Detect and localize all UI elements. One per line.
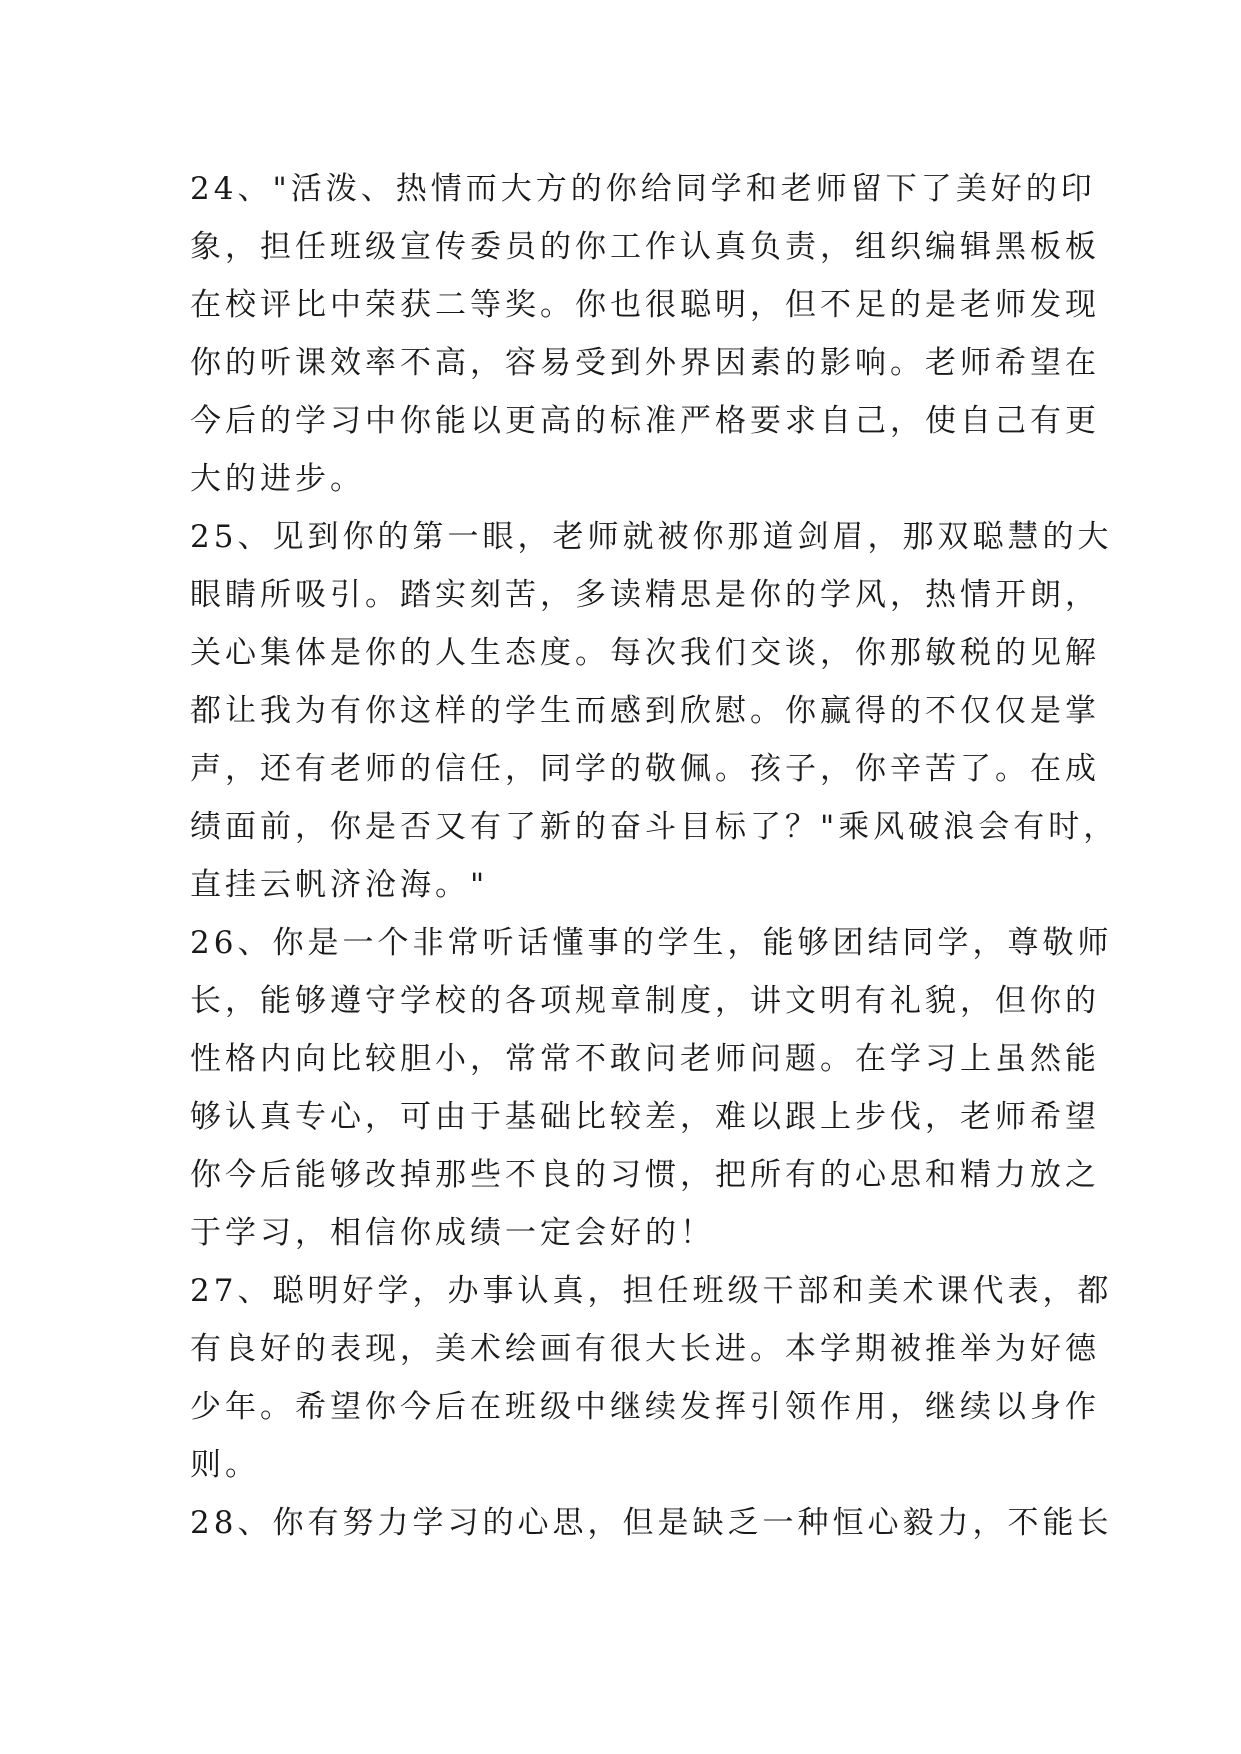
text-line: 性格内向比较胆小，常常不敢问老师问题。在学习上虽然能	[190, 1041, 1100, 1077]
text-line: 于学习，相信你成绩一定会好的！	[190, 1215, 715, 1251]
text-line: 都让我为有你这样的学生而感到欣慰。你赢得的不仅仅是掌	[190, 693, 1100, 729]
text-line: 长，能够遵守学校的各项规章制度，讲文明有礼貌，但你的	[190, 983, 1100, 1019]
text-line: 大的进步。	[190, 461, 365, 497]
text-line: 则。	[190, 1447, 260, 1483]
text-line: 你今后能够改掉那些不良的习惯，把所有的心思和精力放之	[190, 1157, 1100, 1193]
text-line: 声，还有老师的信任，同学的敬佩。孩子，你辛苦了。在成	[190, 751, 1100, 787]
text-line: 27、聪明好学，办事认真，担任班级干部和美术课代表，都	[190, 1273, 1113, 1309]
text-line: 今后的学习中你能以更高的标准严格要求自己，使自己有更	[190, 403, 1100, 439]
document-body	[190, 160, 1119, 1552]
text-line: 你的听课效率不高，容易受到外界因素的影响。老师希望在	[190, 345, 1100, 381]
text-line: 够认真专心，可由于基础比较差，难以跟上步伐，老师希望	[190, 1099, 1100, 1135]
text-line: 25、见到你的第一眼，老师就被你那道剑眉，那双聪慧的大	[190, 519, 1113, 555]
text-line: 少年。希望你今后在班级中继续发挥引领作用，继续以身作	[190, 1389, 1100, 1425]
text-line: 绩面前，你是否又有了新的奋斗目标了？"乘风破浪会有时，	[190, 809, 1119, 845]
text-line: 象，担任班级宣传委员的你工作认真负责，组织编辑黑板板	[190, 229, 1100, 265]
text-line: 26、你是一个非常听话懂事的学生，能够团结同学，尊敬师	[190, 925, 1113, 961]
text-line: 28、你有努力学习的心思，但是缺乏一种恒心毅力，不能长	[190, 1505, 1113, 1541]
text-line: 直挂云帆济沧海。"	[190, 867, 489, 903]
text-line: 有良好的表现，美术绘画有很大长进。本学期被推举为好德	[190, 1331, 1100, 1367]
text-line: 24、"活泼、热情而大方的你给同学和老师留下了美好的印	[190, 171, 1096, 207]
text-line: 在校评比中荣获二等奖。你也很聪明，但不足的是老师发现	[190, 287, 1100, 323]
text-line: 关心集体是你的人生态度。每次我们交谈，你那敏税的见解	[190, 635, 1100, 671]
text-line: 眼睛所吸引。踏实刻苦，多读精思是你的学风，热情开朗，	[190, 577, 1100, 613]
